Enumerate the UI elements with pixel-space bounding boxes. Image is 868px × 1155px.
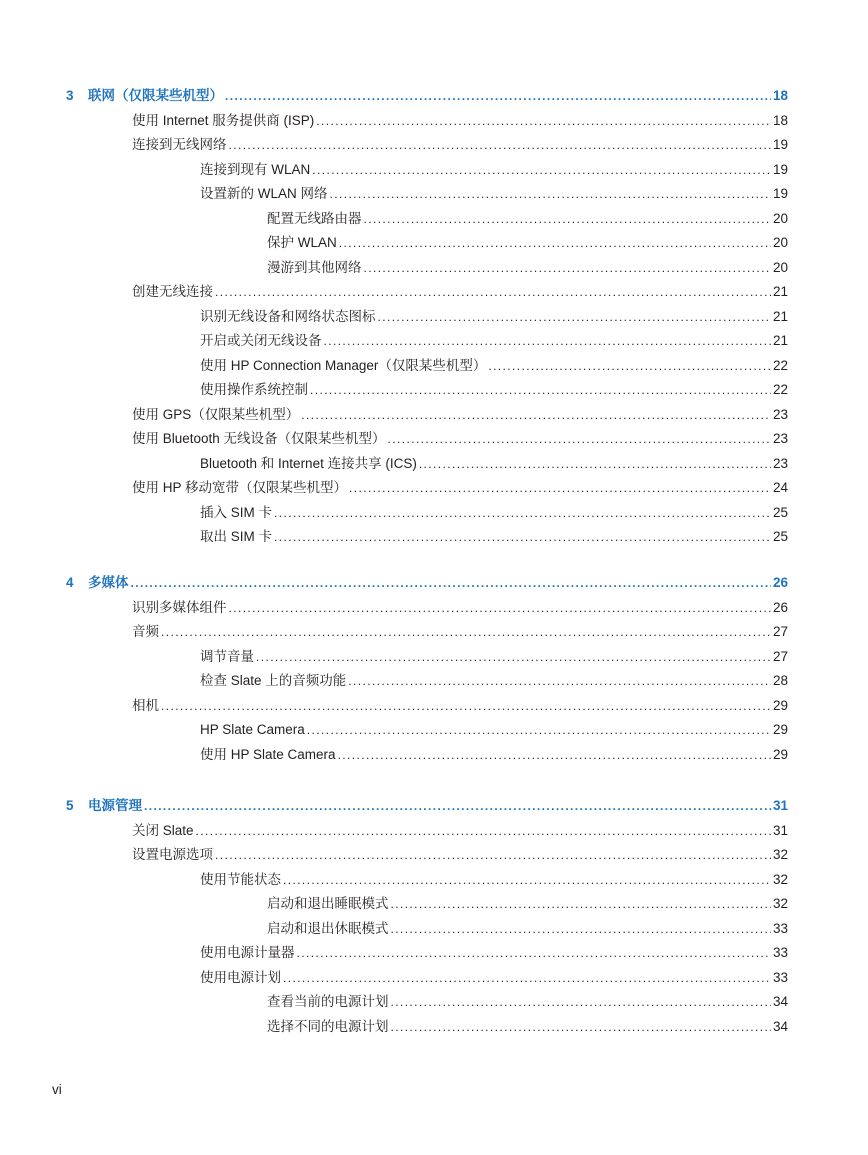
chapter-heading[interactable] <box>0 794 788 819</box>
toc-entry[interactable] <box>0 207 788 232</box>
toc-entry-title: 使用 HP Connection Manager（仅限某些机型） <box>200 357 487 373</box>
toc-entry[interactable] <box>0 669 788 694</box>
toc-entry[interactable] <box>0 305 788 330</box>
leader-dots <box>488 354 771 379</box>
toc-entry-title: 使用 HP 移动宽带（仅限某些机型） <box>132 480 348 495</box>
leader-dots <box>378 305 771 330</box>
leader-dots <box>274 501 771 526</box>
leader-dots <box>391 917 771 942</box>
toc-entry-page-number: 25 <box>772 504 788 520</box>
toc-entry[interactable] <box>0 501 788 526</box>
toc-entry-title: 使用电源计划 <box>200 969 281 985</box>
toc-entry-title: 连接到无线网络 <box>132 137 227 152</box>
toc-entry-page-number: 19 <box>772 186 788 201</box>
toc-entry-title: 启动和退出休眠模式 <box>267 920 389 936</box>
toc-entry-title: 调节音量 <box>200 648 254 664</box>
toc-entry-title: 使用 Bluetooth 无线设备（仅限某些机型） <box>132 431 386 446</box>
chapter-block <box>0 794 788 1039</box>
toc-entry[interactable] <box>0 427 788 452</box>
toc-entry-page-number: 23 <box>772 431 788 446</box>
leader-dots <box>215 843 771 868</box>
toc-entry-page-number: 20 <box>772 235 788 250</box>
toc-entry[interactable] <box>0 990 788 1015</box>
leader-dots <box>297 941 771 966</box>
toc-entry-title: 使用 HP Slate Camera <box>200 746 336 762</box>
leader-dots <box>225 84 771 109</box>
leader-dots <box>391 892 771 917</box>
toc-entry-title: 开启或关闭无线设备 <box>200 333 322 348</box>
toc-entry-page-number: 18 <box>772 112 788 128</box>
toc-entry-page-number: 20 <box>772 259 788 275</box>
toc-entry-page-number: 29 <box>772 746 788 762</box>
chapter-page-number: 26 <box>772 575 788 590</box>
toc-entry-page-number: 27 <box>772 648 788 664</box>
toc-entry-page-number: 23 <box>772 455 788 471</box>
toc-entry-title: 相机 <box>132 697 159 713</box>
toc-entry-title: 创建无线连接 <box>132 284 213 299</box>
leader-dots <box>161 620 771 645</box>
toc-entry-page-number: 27 <box>772 624 788 639</box>
leader-dots <box>312 158 771 183</box>
toc-entry-page-number: 24 <box>772 480 788 495</box>
leader-dots <box>229 596 771 621</box>
leader-dots <box>391 990 771 1015</box>
toc-entry-page-number: 33 <box>772 920 788 936</box>
toc-entry-title: 识别多媒体组件 <box>132 599 227 615</box>
toc-entry-page-number: 23 <box>772 406 788 422</box>
toc-entry-page-number: 29 <box>772 722 788 737</box>
toc-entry-page-number: 28 <box>772 673 788 688</box>
toc-entry[interactable] <box>0 525 788 550</box>
leader-dots <box>196 819 771 844</box>
toc-entry[interactable] <box>0 329 788 354</box>
leader-dots <box>419 452 771 477</box>
chapter-heading[interactable] <box>0 571 788 596</box>
toc-entry[interactable] <box>0 354 788 379</box>
toc-entry[interactable] <box>0 743 788 768</box>
toc-entry-page-number: 32 <box>772 847 788 862</box>
toc-entry-title: 使用 Internet 服务提供商 (ISP) <box>132 112 315 128</box>
leader-dots <box>364 207 771 232</box>
toc-entry[interactable] <box>0 596 788 621</box>
toc-entry-page-number: 31 <box>772 822 788 838</box>
chapter-number: 3 <box>66 88 74 103</box>
toc-entry[interactable] <box>0 819 788 844</box>
toc-entry[interactable] <box>0 620 788 645</box>
toc-entry[interactable] <box>0 1015 788 1040</box>
leader-dots <box>349 476 771 501</box>
toc-entry-title: 漫游到其他网络 <box>267 259 362 275</box>
toc-entry-page-number: 21 <box>772 333 788 348</box>
toc-entry[interactable] <box>0 843 788 868</box>
toc-entry[interactable] <box>0 256 788 281</box>
toc-entry-title: 设置电源选项 <box>132 847 213 862</box>
toc-entry-title: 取出 SIM 卡 <box>200 529 273 544</box>
leader-dots <box>229 133 771 158</box>
toc-entry-title: Bluetooth 和 Internet 连接共享 (ICS) <box>200 455 417 471</box>
toc-entry-page-number: 33 <box>772 945 788 960</box>
leader-dots <box>310 378 771 403</box>
toc-entry-page-number: 32 <box>772 871 788 887</box>
toc-entry-page-number: 19 <box>772 137 788 152</box>
toc-entry[interactable] <box>0 718 788 743</box>
leader-dots <box>364 256 771 281</box>
toc-entry[interactable] <box>0 476 788 501</box>
leader-dots <box>283 868 771 893</box>
toc-entry[interactable] <box>0 868 788 893</box>
toc-entry-page-number: 21 <box>772 284 788 299</box>
leader-dots <box>316 109 771 134</box>
toc-entry[interactable] <box>0 109 788 134</box>
toc-entry[interactable] <box>0 378 788 403</box>
toc-entry-title: 插入 SIM 卡 <box>200 504 273 520</box>
chapter-block <box>0 84 788 550</box>
toc-entry-title: 使用节能状态 <box>200 871 281 887</box>
toc-entry[interactable] <box>0 133 788 158</box>
leader-dots <box>161 694 771 719</box>
leader-dots <box>256 645 771 670</box>
toc-entry-title: 保护 WLAN <box>267 235 337 250</box>
toc-entry[interactable] <box>0 403 788 428</box>
toc-entry[interactable] <box>0 917 788 942</box>
leader-dots <box>301 403 771 428</box>
toc-entry-page-number: 34 <box>772 1018 788 1034</box>
toc-entry-page-number: 29 <box>772 697 788 713</box>
toc-entry-title: 配置无线路由器 <box>267 210 362 226</box>
leader-dots <box>339 231 771 256</box>
toc-entry[interactable] <box>0 694 788 719</box>
toc-entry-page-number: 21 <box>772 308 788 324</box>
toc-entry[interactable] <box>0 892 788 917</box>
toc-entry-title: 使用 GPS（仅限某些机型） <box>132 406 300 422</box>
toc-entry-page-number: 19 <box>772 161 788 177</box>
toc-entry-title: 连接到现有 WLAN <box>200 161 311 177</box>
leader-dots <box>144 794 771 819</box>
leader-dots <box>324 329 771 354</box>
chapter-heading[interactable] <box>0 84 788 109</box>
toc-entry-page-number: 32 <box>772 896 788 911</box>
toc-entry[interactable] <box>0 182 788 207</box>
toc-entry[interactable] <box>0 452 788 477</box>
toc-entry-title: 设置新的 WLAN 网络 <box>200 186 328 201</box>
leader-dots <box>274 525 771 550</box>
toc-entry[interactable] <box>0 158 788 183</box>
toc-entry-title: 检查 Slate 上的音频功能 <box>200 673 347 688</box>
toc-entry-page-number: 34 <box>772 994 788 1009</box>
toc-entry-title: 使用电源计量器 <box>200 945 295 960</box>
leader-dots <box>330 182 771 207</box>
chapter-page-number: 18 <box>772 88 788 103</box>
toc-entry-title: 识别无线设备和网络状态图标 <box>200 308 376 324</box>
toc-entry-title: 使用操作系统控制 <box>200 382 308 397</box>
toc-entry[interactable] <box>0 231 788 256</box>
toc-entry-title: 音频 <box>132 624 159 639</box>
toc-entry-title: HP Slate Camera <box>200 722 305 737</box>
toc-entry-page-number: 26 <box>772 599 788 615</box>
chapter-page-number: 31 <box>772 798 788 813</box>
toc-entry[interactable] <box>0 645 788 670</box>
leader-dots <box>391 1015 771 1040</box>
page-number-footer: vi <box>52 1082 62 1097</box>
leader-dots <box>131 571 771 596</box>
toc-entry-title: 查看当前的电源计划 <box>267 994 389 1009</box>
chapter-title: 电源管理 <box>88 798 142 813</box>
toc-entry-page-number: 22 <box>772 382 788 397</box>
toc-entry-page-number: 33 <box>772 969 788 985</box>
toc-entry[interactable] <box>0 941 788 966</box>
toc-entry-title: 选择不同的电源计划 <box>267 1018 389 1034</box>
toc-entry-page-number: 22 <box>772 357 788 373</box>
leader-dots <box>388 427 771 452</box>
toc-entry-title: 启动和退出睡眠模式 <box>267 896 389 911</box>
chapter-number: 5 <box>66 798 74 813</box>
toc-entry[interactable] <box>0 966 788 991</box>
chapter-title: 多媒体 <box>88 575 129 590</box>
leader-dots <box>307 718 771 743</box>
toc-entry-title: 关闭 Slate <box>132 822 194 838</box>
chapter-title: 联网（仅限某些机型） <box>88 88 223 103</box>
leader-dots <box>283 966 771 991</box>
toc-entry-page-number: 25 <box>772 529 788 544</box>
leader-dots <box>215 280 771 305</box>
chapter-number: 4 <box>66 575 74 590</box>
leader-dots <box>348 669 771 694</box>
toc-entry-page-number: 20 <box>772 210 788 226</box>
toc-entry[interactable] <box>0 280 788 305</box>
chapter-block <box>0 571 788 767</box>
leader-dots <box>338 743 771 768</box>
